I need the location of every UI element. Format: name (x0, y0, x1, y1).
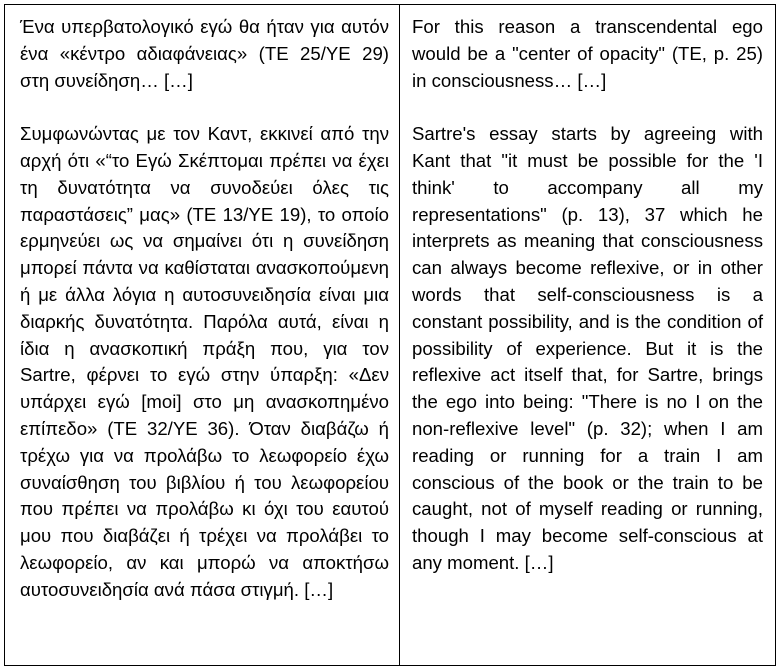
greek-column (5, 5, 400, 665)
english-column (400, 5, 775, 665)
bilingual-table (4, 4, 776, 666)
english-paragraph-2: Sartre's essay starts by agreeing with Kant that "it must be possible for the 'I think' to accompany all my representations" (p. 13), 37 which he interprets as meaning that consciousness can always become reflexive, or in other words that self-consciousness is a constant possibility, and is the condition of possibility of experience. But it is the reflexive act itself that, for Sartre, brings the ego into being: "There is no I on the non-reflexive level" (p. 32); when I am reading or running for a train I am conscious of the book or the train to be caught, not of myself reading or running, though I may become self-conscious at any moment. […] (412, 123, 763, 573)
greek-paragraph-2: Συμφωνώντας με τον Καντ, εκκινεί από την αρχή ότι «“το Εγώ Σκέπτομαι πρέπει να έχει τη δυνατότητα να συνοδεύει όλες τις παραστάσεις” μας» (ΤΕ 13/ΥΕ 19), το οποίο ερμηνεύει ως να σημαίνει ότι η συνείδηση μπορεί πάντα να καθίσταται ανασκοπούμενη ή με άλλα λόγια η αυτοσυνειδησία είναι μια διαρκής δυνατότητα. Παρόλα αυτά, είναι η ίδια η ανασκοπική πράξη που, για τον Sartre, φέρνει το εγώ στην ύπαρξη: «Δεν υπάρχει εγώ [moi] στο μη ανασκοπημένο επίπεδο» (ΤΕ 32/ΥΕ 36). Όταν διαβάζω ή τρέχω για να προλάβω το λεωφορείο έχω συναίσθηση του βιβλίου ή του λεωφορείου που πρέπει να προλάβω κι όχι του εαυτού μου που διαβάζει ή τρέχει να προλάβει το λεωφορείο, αν και μπορώ να αποκτήσω αυτοσυνειδησία ανά πάσα στιγμή. […] (20, 123, 389, 600)
greek-paragraph-1: Ένα υπερβατολογικό εγώ θα ήταν για αυτόν ένα «κέντρο αδιαφάνειας» (ΤΕ 25/ΥΕ 29) στη συνείδηση… […] (20, 16, 389, 91)
english-paragraph-1: For this reason a transcendental ego would be a "center of opacity" (TE, p. 25) in consciousness… […] (412, 16, 763, 91)
